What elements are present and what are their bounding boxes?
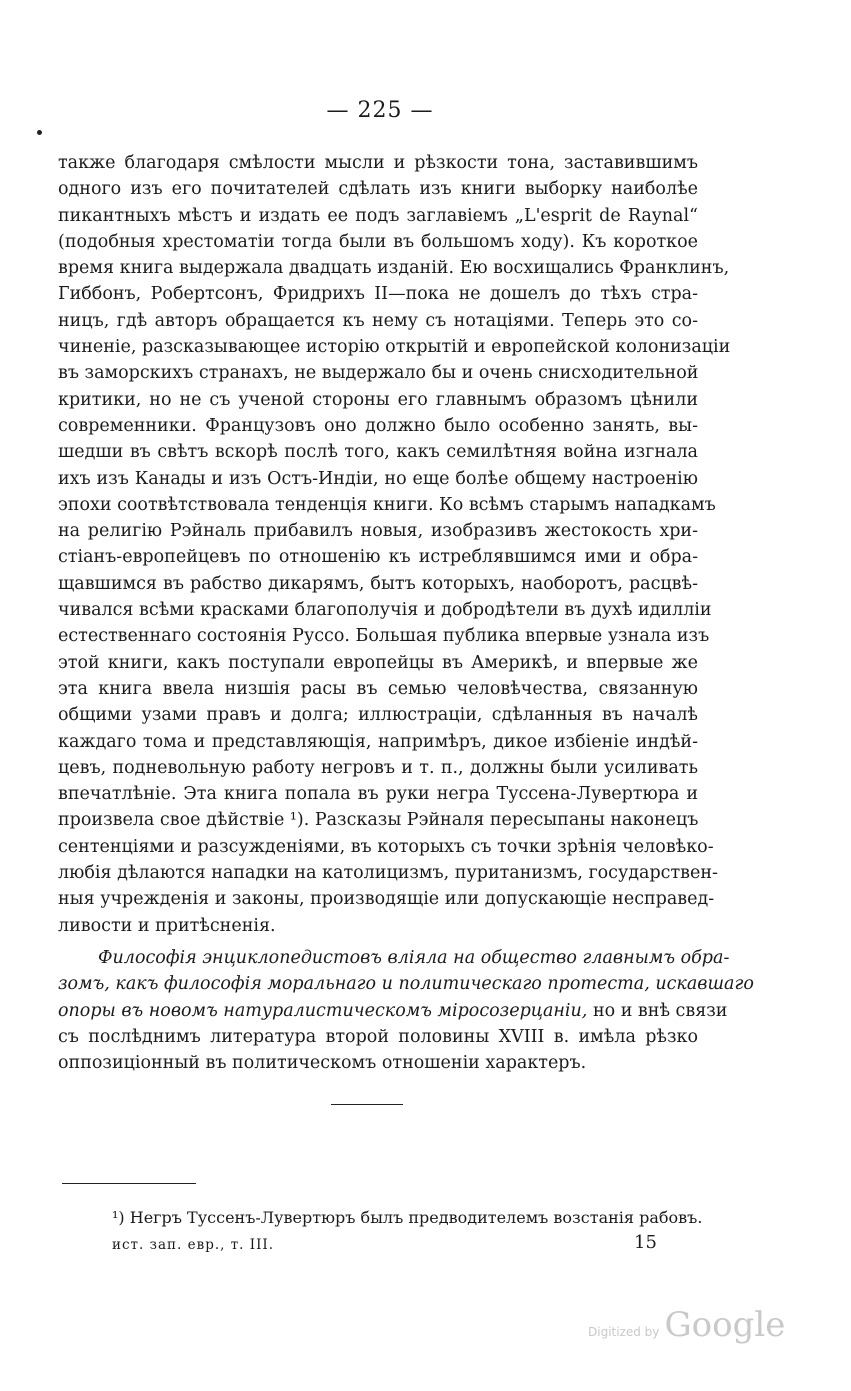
italic-phrase: опоры въ новомъ натуралистическомъ міросозерцаніи, — [58, 1000, 588, 1021]
paragraph-line: современники. Французовъ оно должно было особенно занять, вы- — [58, 415, 698, 436]
digitized-watermark — [588, 1305, 785, 1345]
conclusion-line: Философія энциклопедистовъ вліяла на общество главнымъ обра- — [98, 947, 730, 968]
signature-mark: ист. зап. евр., т. III. — [112, 1237, 275, 1253]
body-text — [58, 150, 754, 1076]
paragraph-line: цевъ, подневольную работу негровъ и т. п., должны были усиливать — [58, 757, 698, 778]
paragraph-line: (подобныя хрестоматіи тогда были въ большомъ ходу). Къ короткое — [58, 231, 698, 252]
paragraph-line: ихъ изъ Канады и изъ Остъ-Индіи, но еще болѣе общему настроенію — [58, 468, 698, 489]
paragraph-line: впечатлѣніе. Эта книга попала въ руки негра Туссена-Лувертюра и — [58, 784, 698, 805]
paragraph-line: пикантныхъ мѣстъ и издать ее подъ заглавіемъ „L'esprit de Raynal“ — [58, 205, 698, 226]
paragraph-line: ныя учрежденія и законы, производящіе или допускающіе несправед- — [58, 889, 715, 910]
paragraph-line: на религію Рэйналь прибавилъ новыя, изобразивъ жестокость хри- — [58, 521, 698, 542]
paragraph-line: щавшимся въ рабство дикарямъ, бытъ которыхъ, наоборотъ, расцвѣ- — [58, 573, 698, 594]
paragraph-line: одного изъ его почитателей сдѣлать изъ книги выборку наиболѣе — [58, 179, 698, 200]
paragraph-line: произвела свое дѣйствіе ¹). Разсказы Рэйналя пересыпаны наконецъ — [58, 810, 699, 831]
conclusion-line: зомъ, какъ философія моральнаго и политическаго протеста, искавшаго — [58, 974, 754, 995]
paragraph-line: время книга выдержала двадцать изданій. Ею восхищались Франклинъ, — [58, 258, 730, 279]
google-logo: Google — [664, 1305, 786, 1345]
footnote-rule — [62, 1183, 196, 1184]
sheet-number: 15 — [634, 1232, 657, 1253]
conclusion-line: съ послѣднимъ литература второй половины XVIII в. имѣла рѣзко — [58, 1026, 698, 1047]
paragraph-line: стіанъ-европейцевъ по отношенію къ истреблявшимся ими и обра- — [58, 547, 698, 568]
paragraph-line: также благодаря смѣлости мысли и рѣзкости тона, заставившимъ — [58, 153, 698, 173]
paragraph-line: естественнаго состоянія Руссо. Большая публика впервые узнала изъ — [58, 626, 710, 647]
paragraph-line: ницъ, гдѣ авторъ обращается къ нему съ нотаціями. Теперь это со- — [58, 310, 698, 331]
paragraph-line: шедши въ свѣтъ вскорѣ послѣ того, какъ семилѣтняя война изгнала — [58, 442, 698, 463]
paragraph-line: эпохи соотвѣтствовала тенденція книги. Ко всѣмъ старымъ нападкамъ — [58, 494, 716, 515]
paragraph-line: въ заморскихъ странахъ, не выдержало бы и очень снисходительной — [58, 363, 699, 384]
page-number: — 225 — — [326, 98, 434, 123]
paragraph-line: сентенціями и разсужденіями, въ которыхъ съ точки зрѣнія человѣко- — [58, 836, 714, 857]
paragraph-line: любія дѣлаются нападки на католицизмъ, пуританизмъ, государствен- — [58, 863, 718, 884]
conclusion-line — [58, 998, 728, 1024]
paragraph-line: ливости и притѣсненія. — [58, 915, 276, 936]
conclusion-line: оппозиціонный въ политическомъ отношеніи характеръ. — [58, 1053, 587, 1074]
watermark-prefix: Digitized by — [588, 1325, 660, 1339]
paragraph-line: чивался всѣми красками благополучія и добродѣтели въ духѣ идилліи — [58, 600, 712, 621]
paragraph-line: общими узами правъ и долга; иллюстраціи, сдѣланныя въ началѣ — [58, 705, 698, 726]
paragraph-line: каждаго тома и представляющія, напримѣръ, дикое избіеніе индѣй- — [58, 731, 698, 752]
roman-phrase: но и внѣ связи — [587, 1000, 728, 1021]
paragraph-line: этой книги, какъ поступали европейцы въ Америкѣ, и впервые же — [58, 652, 698, 673]
paragraph-line: Гиббонъ, Робертсонъ, Фридрихъ II—пока не дошелъ до тѣхъ стра- — [58, 284, 698, 305]
ink-spot — [37, 130, 42, 135]
footnote: ¹) Негръ Туссенъ-Лувертюръ былъ предводителемъ возстанія рабовъ. — [112, 1208, 703, 1227]
section-separator — [331, 1104, 403, 1105]
paragraph-line: чиненіе, разсказывающее исторію открытій и европейской колонизаціи — [58, 337, 731, 358]
paragraph-line: эта книга ввела низшія расы въ семью человѣчества, связанную — [58, 678, 698, 699]
paragraph-line: критики, но не съ ученой стороны его главнымъ образомъ цѣнили — [58, 389, 698, 410]
